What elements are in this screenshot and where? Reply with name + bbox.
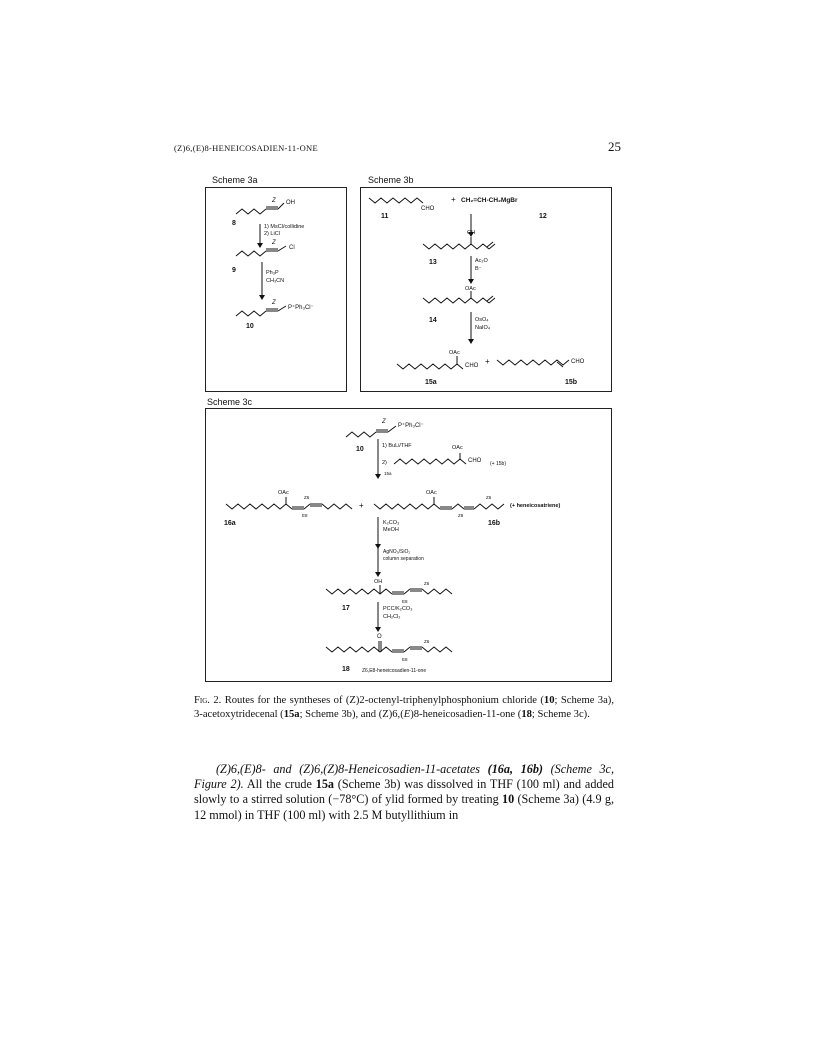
s3a-step1b: 2) LiCl [264,231,280,237]
s3b-plus1: + [451,195,456,204]
s3b-step2a: OsO₄ [475,317,489,323]
s3a-c10: 10 [246,323,254,330]
s3b-step2b: NaIO₄ [475,325,491,331]
s3c-step1c: 15a [384,471,392,476]
caption-fig-label: Fig. 2. [194,695,222,706]
s3b-step1a: Ac₂O [475,258,488,264]
scheme-3a-box [205,187,347,392]
s3c-step4b: CH₂Cl₂ [383,614,401,620]
para-heading-ref: (Scheme 3c, Figure 2). [194,762,614,792]
body-paragraph [194,762,614,823]
s3c-z6-18: Z6 [424,639,430,644]
para-ref-15a: 15a [315,777,335,792]
s3c-z6-17: Z6 [424,581,430,586]
s3c-c18: 18 [342,666,350,673]
s3b-oh: OH [467,230,476,236]
s3c-product-name: Z6,E8-heneicosadien-11-one [362,668,427,674]
s3a-step2b: CH₃CN [266,278,285,284]
s3b-c15a: 15a [425,379,437,386]
s3c-o: O [377,634,382,640]
s3b-plus2: + [485,357,490,366]
s3a-z1: Z [272,198,276,204]
scheme-3b-diagram [361,188,611,391]
s3c-oac1: OAc [278,490,289,496]
para-text-1: All the crude [243,777,316,792]
s3c-plus-triene: (+ heneicosatriene) [510,503,561,509]
s3b-c11: 11 [381,213,389,220]
caption-ref-15a: 15a [283,709,300,720]
caption-italic-e: E [403,709,411,720]
s3c-plus-15b: (+ 15b) [490,461,506,467]
caption-text-5: ; Scheme 3c). [531,709,590,720]
s3a-z3: Z [272,300,276,306]
s3b-oac2: OAc [449,350,460,356]
s3c-cho: CHO [468,458,482,464]
s3c-z6-16a: Z6 [304,495,310,500]
scheme-3c-box [205,408,612,682]
s3a-oh: OH [286,200,295,206]
s3b-c12: 12 [539,213,547,220]
s3c-oac2: OAc [426,490,437,496]
s3a-c8: 8 [232,220,236,227]
s3c-oac-reagent: OAc [452,445,463,451]
para-heading: (Z)6,(E)8- and (Z)6,(Z)8-Heneicosadien-11-acetates [216,762,488,776]
s3c-step1b: 2) [382,460,387,466]
s3c-e8-18: E8 [402,657,408,662]
s3b-cho2: CHO [465,363,479,369]
para-text-3: (Scheme 3a) (4.9 g, 12 mmol) in THF (100 ml) with 2.5 M butyllithium in [194,792,614,822]
s3c-step3a: AgNO₃/SiO₂ [383,549,411,555]
scheme-3c-title: Scheme 3c [207,397,253,407]
s3c-z8-16b: Z8 [458,513,464,518]
s3c-z: Z [382,419,386,425]
page-number: 25 [608,139,621,154]
s3c-step4a: PCC/K₂CO₃ [383,606,413,612]
s3c-oh: OH [374,579,383,585]
s3c-c17: 17 [342,605,350,612]
s3c-ylide: P⁺Ph₃Cl⁻ [398,423,424,429]
s3c-c16b: 16b [488,520,501,527]
s3a-z2: Z [272,240,276,246]
s3c-e8-17: E8 [402,599,408,604]
s3b-step1b: B⁻ [475,266,482,272]
s3c-step2b: MeOH [383,527,399,533]
running-header: (Z)6,(E)8-HENEICOSADIEN-11-ONE [174,143,318,153]
s3c-step2a: K₂CO₃ [383,520,400,526]
s3b-cho1: CHO [421,206,435,212]
s3b-c15b: 15b [565,379,578,386]
caption-text-1: Routes for the syntheses of (Z)2-octenyl-triphenylphosphonium chloride ( [221,695,544,706]
s3b-cho3: CHO [571,359,585,365]
s3c-c10: 10 [356,446,364,453]
figure-caption [194,694,614,722]
s3a-c9: 9 [232,267,236,274]
s3b-c14: 14 [429,317,437,324]
s3b-grignard: CH₂=CH-CH₂MgBr [461,197,518,204]
scheme-3c-diagram [206,409,611,681]
para-ref-10: 10 [501,792,515,807]
s3c-e8-16a: E8 [302,513,308,518]
scheme-3a-title: Scheme 3a [212,175,258,185]
para-text-2: (Scheme 3b) was dissolved in THF (100 ml) and added slowly to a stirred solution (−78°C) of ylid formed by treating [194,777,615,807]
scheme-3b-title: Scheme 3b [368,175,414,185]
caption-text-4: )8-heneicosadien-11-one ( [410,709,522,720]
s3c-c16a: 16a [224,520,236,527]
s3c-plus: + [359,501,364,510]
s3a-step2a: Ph₃P [266,270,279,276]
s3b-c13: 13 [429,259,437,266]
caption-ref-18: 18 [521,709,532,720]
para-heading-bold: (16a, 16b) [487,762,543,776]
s3b-oac1: OAc [465,286,476,292]
s3c-step3b: column separation [383,556,424,562]
caption-ref-10: 10 [543,695,555,706]
caption-text-2: ; Scheme 3a), 3-acetoxytridecenal ( [194,695,614,720]
s3a-cl: Cl [289,245,295,251]
s3a-step1a: 1) MsCl/collidine [264,224,305,230]
s3c-step1a: 1) BuLi/THF [382,443,412,449]
caption-text-3: ; Scheme 3b), and (Z)6,( [299,709,404,720]
scheme-3b-box [360,187,612,392]
s3c-z6-16b: Z6 [486,495,492,500]
s3a-ylide: P⁺Ph₃Cl⁻ [288,305,314,311]
scheme-3a-diagram [206,188,346,391]
